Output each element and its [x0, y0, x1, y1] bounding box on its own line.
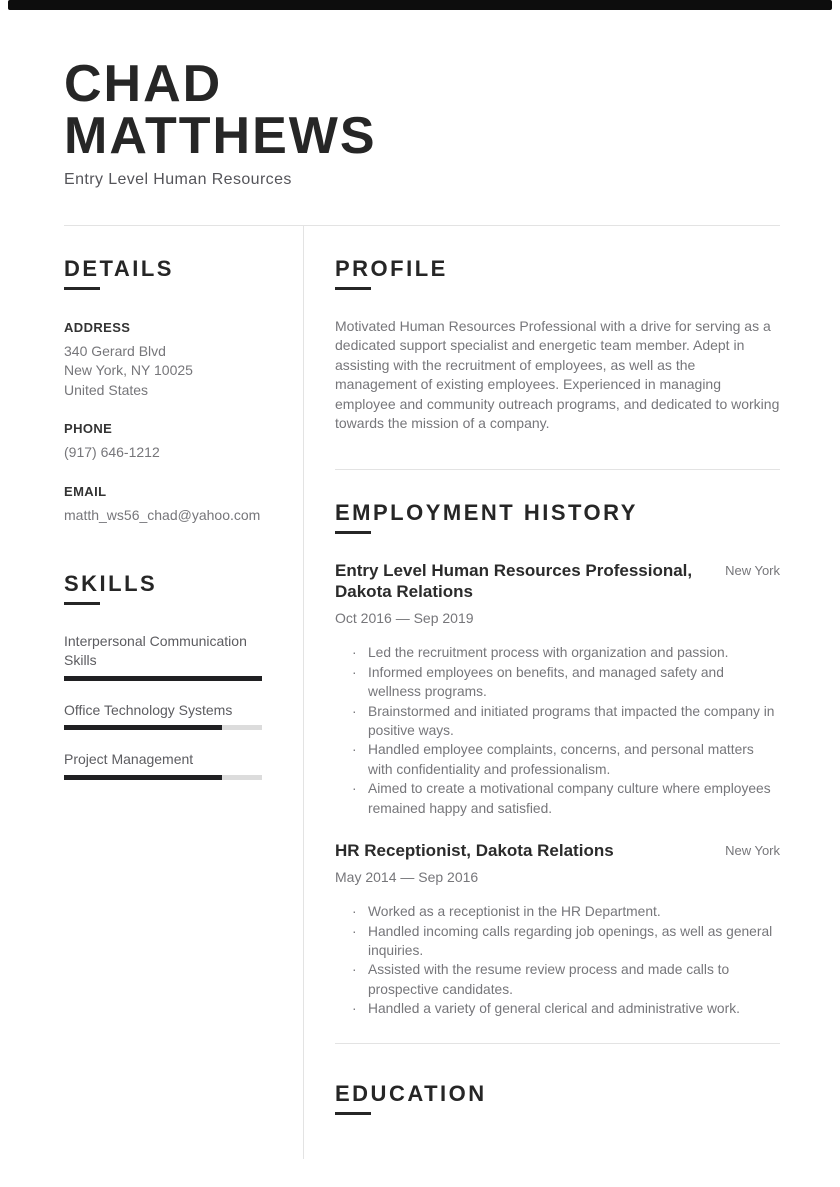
- job-dates: May 2014 — Sep 2016: [335, 869, 479, 886]
- main-column: [304, 226, 780, 1159]
- details-heading: DETAILS: [64, 256, 174, 281]
- top-accent-bar: [8, 0, 832, 10]
- phone-label: PHONE: [64, 421, 113, 437]
- skill-bar-fill: [64, 775, 222, 780]
- skill-bar-track: [64, 676, 262, 681]
- bullet-item: [352, 663, 780, 702]
- bullet-dot-icon: ·: [352, 923, 357, 939]
- bullet-text: Led the recruitment process with organization and passion.: [368, 645, 729, 661]
- bullet-text: Informed employees on benefits, and managed safety and wellness programs.: [368, 664, 724, 700]
- bullet-item: [352, 902, 780, 921]
- skill-label: Project Management: [64, 751, 194, 768]
- bullet-dot-icon: ·: [352, 742, 357, 758]
- name-line-1: CHAD: [64, 55, 223, 113]
- section-divider: [335, 1043, 780, 1044]
- bullet-item: [352, 702, 780, 741]
- bullet-dot-icon: ·: [352, 1001, 357, 1017]
- job-location: New York: [725, 843, 780, 859]
- section-divider: [335, 469, 780, 470]
- skills-list: [64, 632, 262, 780]
- skill-label: Interpersonal Communication Skills: [64, 633, 247, 669]
- bullet-item: [352, 999, 780, 1018]
- job-header: [335, 840, 780, 861]
- bullet-text: Handled incoming calls regarding job openings, as well as general inquiries.: [368, 923, 773, 958]
- skill-bar-track: [64, 775, 262, 780]
- bullet-dot-icon: ·: [352, 962, 357, 978]
- bullet-item: [352, 740, 780, 779]
- bullet-dot-icon: ·: [352, 904, 357, 920]
- heading-underline: [64, 602, 100, 605]
- email-value: matth_ws56_chad@yahoo.com: [64, 506, 261, 523]
- education-heading: EDUCATION: [335, 1080, 487, 1106]
- bullet-text: Handled a variety of general clerical and administrative work.: [368, 1001, 740, 1017]
- profile-heading: PROFILE: [335, 256, 448, 281]
- education-section: [335, 1079, 780, 1115]
- bullet-item: [352, 643, 780, 662]
- address-line: New York, NY 10025: [64, 362, 193, 379]
- bullet-text: Handled employee complaints, concerns, and personal matters with confidentiality and professionalism.: [368, 742, 754, 777]
- address-line: United States: [64, 381, 149, 398]
- bullet-text: Brainstormed and initiated programs that impacted the company in positive ways.: [368, 703, 775, 739]
- bullet-item: [352, 922, 780, 961]
- sidebar: [64, 226, 262, 1159]
- profile-section: [335, 254, 780, 433]
- phone-value: (917) 646-1212: [64, 444, 160, 461]
- skills-heading: SKILLS: [64, 571, 158, 597]
- bullet-dot-icon: ·: [352, 664, 357, 680]
- heading-underline: [335, 287, 371, 290]
- email-label: EMAIL: [64, 483, 107, 499]
- jobs-list: [335, 560, 780, 1018]
- employment-heading: EMPLOYMENT HISTORY: [335, 500, 638, 526]
- skill-label: Office Technology Systems: [64, 701, 233, 718]
- job-subtitle: Entry Level Human Resources: [64, 171, 292, 188]
- skill-item: [64, 750, 262, 779]
- job-location: New York: [725, 563, 780, 579]
- job-entry: [335, 560, 780, 818]
- bullet-dot-icon: ·: [352, 645, 357, 661]
- bullet-text: Assisted with the resume review process and made calls to prospective candidates.: [368, 962, 730, 997]
- header: [0, 0, 840, 190]
- skill-item: [64, 632, 262, 681]
- bullet-dot-icon: ·: [352, 781, 357, 797]
- name-line-2: MATTHEWS: [64, 107, 377, 165]
- address-value: [64, 342, 262, 400]
- bullet-item: [352, 779, 780, 818]
- skills-section: [64, 569, 262, 780]
- job-header: [335, 560, 780, 602]
- job-title: Entry Level Human Resources Professional, Dakota Relations: [335, 561, 693, 602]
- heading-underline: [335, 531, 371, 534]
- address-line: 340 Gerard Blvd: [64, 343, 166, 359]
- job-title: HR Receptionist, Dakota Relations: [335, 841, 614, 861]
- bullet-text: Aimed to create a motivational company culture where employees remained happy and satisfied.: [368, 781, 771, 816]
- bullet-item: [352, 960, 780, 999]
- heading-underline: [64, 287, 100, 290]
- person-name: [64, 55, 776, 165]
- skill-item: [64, 701, 262, 730]
- profile-text: Motivated Human Resources Professional with a drive for serving as a dedicated support specialist and energetic team member. Adept in assisting with the recruitment of employees, as well as the management of existing employees. Experienced in managing employee and community outreach programs, and dedicated to working towards the mission of a company.: [335, 318, 780, 432]
- bullet-text: Worked as a receptionist in the HR Department.: [368, 904, 661, 920]
- bullet-dot-icon: ·: [352, 703, 357, 719]
- skill-bar-track: [64, 725, 262, 730]
- job-entry: [335, 840, 780, 1018]
- job-bullets: [335, 643, 780, 818]
- content-columns: [64, 225, 780, 1159]
- skill-bar-fill: [64, 725, 222, 730]
- skill-bar-fill: [64, 676, 262, 681]
- details-section: [64, 254, 262, 525]
- job-bullets: [335, 902, 780, 1018]
- job-dates: Oct 2016 — Sep 2019: [335, 610, 474, 627]
- heading-underline: [335, 1112, 371, 1115]
- employment-section: [335, 498, 780, 1018]
- address-label: ADDRESS: [64, 320, 131, 335]
